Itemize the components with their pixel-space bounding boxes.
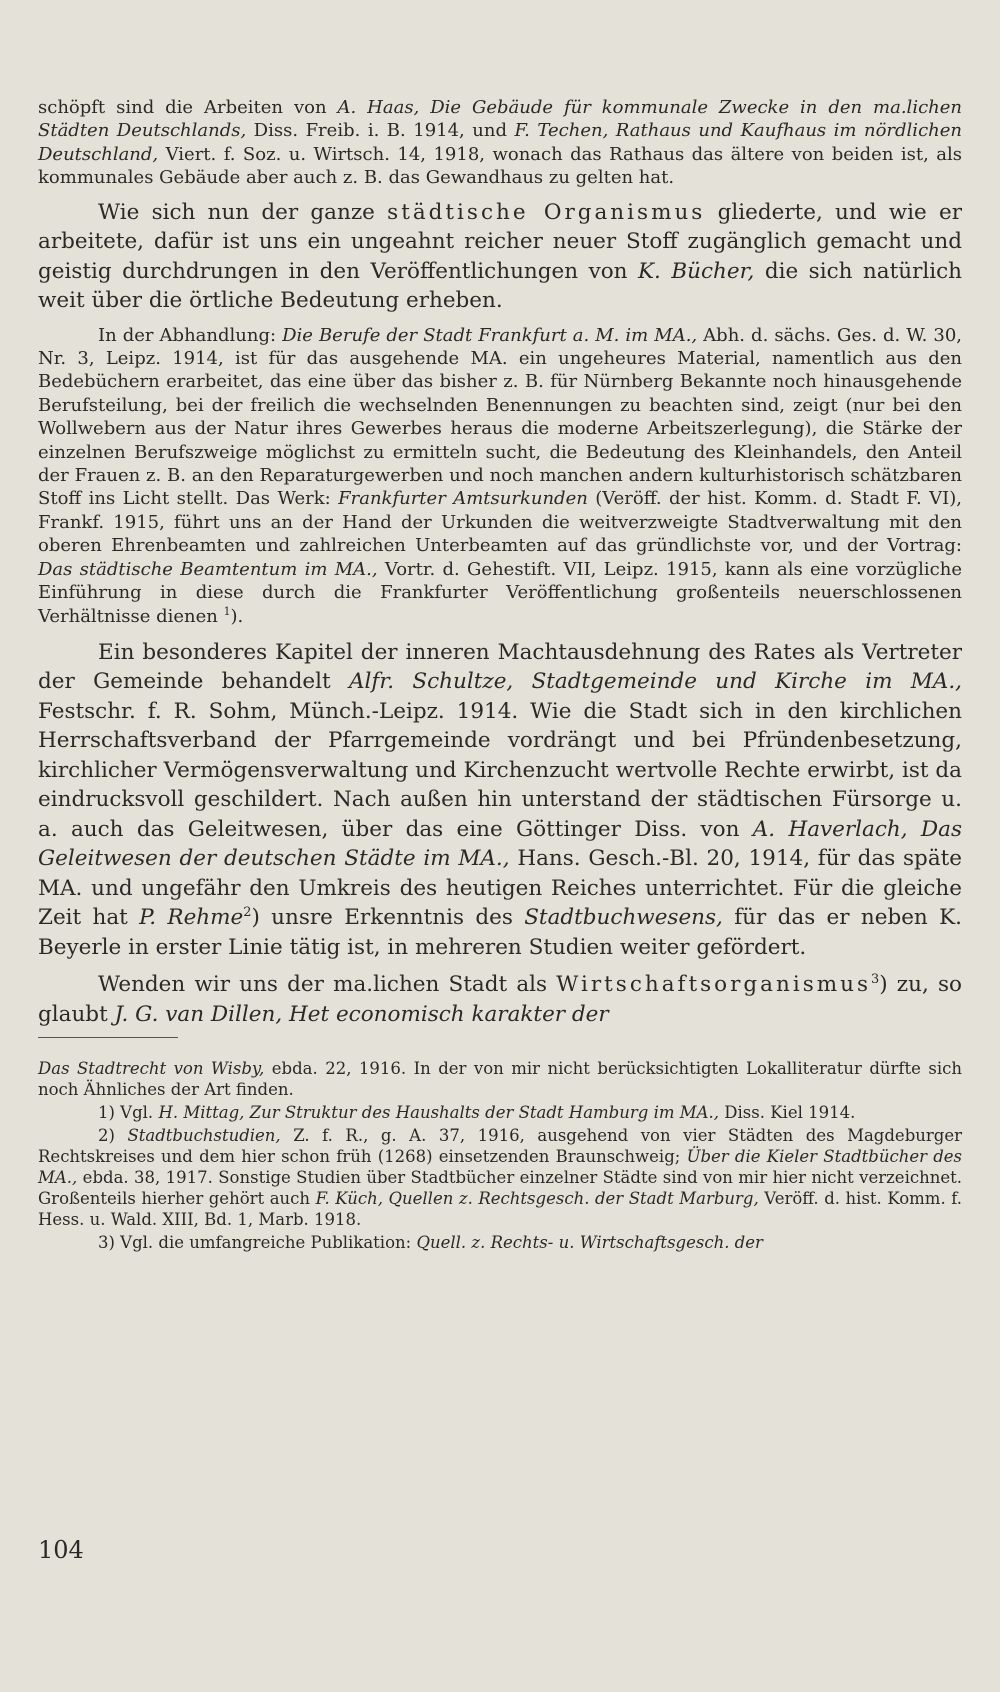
text: Wie sich nun der ganze	[98, 199, 388, 225]
text: Hans. Gesch.-Bl. 20, 1914, für das späte MA. und ungefähr den Umkreis des heutigen Reiches unterrichtet. Für die gleiche Zeit hat	[38, 846, 963, 931]
text: Viert. f. Soz. u. Wirtsch. 14, 1918, wonach das Rathaus das ältere von beiden ist, als kommunales Gebäude aber auch z. B. das Gewandhaus zu gelten hat.	[38, 143, 962, 189]
footnote-1	[38, 1102, 962, 1123]
text: Abh. d. sächs. Ges. d. W. 30, Nr. 3, Leipz. 1914, ist für das ausgehende MA. ein ungeheures Material, namentlich aus den Bedebüchern erarbeitet, das eine über das bisher z. B. für Nürnberg Bekannte noch hinausgehende Berufsteilung, bei der freilich die wechselnden Benennungen zu beachten sind, zeigt (nur bei den Wollwebern aus der Natur ihres Gewerbes heraus die moderne Arbeitszerlegung), die Stärke der einzelnen Berufszweige möglichst zu ermitteln sucht, die Bedeutung des Kleinhandels, den Anteil der Frauen z. B. an den Reparaturgewerben und noch manchen andern kulturhistorisch schätzbaren Stoff ins Licht stellt. Das Werk:	[38, 324, 962, 510]
text: Veröff. d. hist. Komm. f. Hess. u. Wald. XIII, Bd. 1, Marb. 1918.	[38, 1189, 962, 1230]
footnote-ref: 3	[871, 972, 880, 988]
citation-italic: Frankfurter Amtsurkunden	[338, 488, 588, 510]
citation-italic: F. Techen, Rathaus und Kaufhaus im nördlichen Deutschland,	[38, 120, 962, 165]
author-italic: K. Bücher,	[637, 258, 755, 284]
text: Ein besonderes Kapitel der inneren Machtausdehnung des Rates als Vertreter der Gemeinde behandelt	[38, 639, 962, 695]
page-number: 104	[38, 1536, 84, 1564]
text: Wenden wir uns der ma.lichen Stadt als	[98, 972, 557, 998]
citation-italic: Die Berufe der Stadt Frankfurt a. M. im MA.,	[282, 324, 698, 346]
paragraph-wirtschaft	[38, 970, 962, 1029]
text: (Veröff. der hist. Komm. d. Stadt F. VI), Frankf. 1915, führt uns an der Hand der Urkunden die weitverzweigte Stadtverwaltung mit den oberen Ehrenbeamten und zahlreichen Unterbeamten auf das gründlichste vor, und der Vortrag:	[38, 488, 962, 557]
paragraph-organismus	[38, 198, 962, 316]
citation-italic: H. Mittag, Zur Struktur des Haushalts der Stadt Hamburg im MA.,	[158, 1103, 720, 1123]
text: ebda. 38, 1917. Sonstige Studien über Stadtbücher einzelner Städte sind von mir hier nicht verzeichnet. Großenteils hierher gehört auch	[38, 1168, 962, 1209]
text: für das er neben K. Beyerle in erster Linie tätig ist, in mehreren Studien weiter gefördert.	[38, 905, 962, 960]
term-italic: Stadtbuchwesens,	[524, 905, 723, 931]
text: In der Abhandlung:	[98, 324, 283, 346]
citation-italic: Das Stadtrecht von Wisby,	[38, 1059, 265, 1079]
text: Z. f. R., g. A. 37, 1916, ausgehend von vier Städten des Magdeburger Rechtskreises und dem hier schon früh (1268) einsetzenden Braunschweig;	[38, 1126, 962, 1167]
text: die sich natürlich weit über die örtliche Bedeutung erheben.	[38, 258, 962, 314]
citation-italic: Über die Kieler Stadtbücher des MA.,	[38, 1147, 962, 1188]
text: 1) Vgl.	[98, 1103, 159, 1123]
text: Diss. Kiel 1914.	[719, 1103, 856, 1123]
citation-italic: J. G. van Dillen, Het economisch karakter der	[114, 1001, 609, 1027]
text: Vortr. d. Gehestift. VII, Leipz. 1915, kann als eine vorzügliche Einführung in diese durch die Frankfurter Veröffentlichung großenteils neuerschlossenen Verhältnisse dienen	[38, 558, 962, 627]
text: gliederte, und wie er arbeitete, dafür ist uns ein ungeahnt reicher neuer Stoff zugänglich gemacht und geistig durchdrungen in den Veröffentlichungen von	[38, 199, 963, 284]
text: Diss. Freib. i. B. 1914, und	[246, 120, 515, 142]
citation-italic: Stadtbuchstudien,	[127, 1126, 281, 1146]
paragraph-machtausdehnung	[38, 638, 962, 963]
author-italic: P. Rehme	[139, 905, 244, 931]
footnote-ref: 1	[223, 604, 231, 618]
citation-italic: Alfr. Schultze, Stadtgemeinde und Kirche im MA.,	[348, 669, 962, 695]
spaced-emphasis: städtische Organismus	[387, 199, 706, 225]
text: ebda. 22, 1916. In der von mir nicht berücksichtigten Lokalliteratur dürfte sich noch Ähnliches der Art finden.	[38, 1059, 962, 1100]
text: 3) Vgl. die umfangreiche Publikation:	[98, 1233, 417, 1253]
spaced-emphasis: Wirtschaftsorganismus	[556, 972, 872, 998]
paragraph-buecher-details	[38, 324, 962, 628]
text: schöpft sind die Arbeiten von	[38, 97, 338, 118]
footnote-separator	[38, 1037, 178, 1038]
footnote-2	[38, 1125, 962, 1230]
citation-italic: A. Haas, Die Gebäude für kommunale Zwecke in den ma.lichen Städten Deutschlands,	[38, 97, 962, 142]
citation-italic: A. Haverlach, Das Geleitwesen der deutschen Städte im MA.,	[38, 816, 962, 872]
text: ) unsre Erkenntnis des	[251, 905, 525, 931]
footnote-continuation	[38, 1058, 962, 1100]
paragraph-continuation	[38, 96, 962, 190]
citation-italic: Das städtische Beamtentum im MA.,	[38, 558, 378, 580]
footnote-3	[38, 1232, 962, 1253]
text: Festschr. f. R. Sohm, Münch.-Leipz. 1914. Wie die Stadt sich in den kirchlichen Herrschaftsverband der Pfarrgemeinde vordrängt und bei Pfründenbesetzung, kirchlicher Vermögensverwaltung und Kirchenzucht wertvolle Rechte erwirbt, ist da eindrucksvoll geschildert. Nach außen hin unterstand der städtischen Fürsorge u. a. auch das Geleitwesen, über das eine Göttinger Diss. von	[38, 698, 962, 842]
text: ) zu, so glaubt	[38, 972, 962, 1027]
citation-italic: F. Küch, Quellen z. Rechtsgesch. der Stadt Marburg,	[315, 1189, 759, 1209]
text: 2)	[98, 1126, 128, 1146]
citation-italic: Quell. z. Rechts- u. Wirtschaftsgesch. der	[416, 1233, 763, 1253]
text: ).	[230, 605, 244, 627]
footnote-ref: 2	[243, 905, 252, 921]
